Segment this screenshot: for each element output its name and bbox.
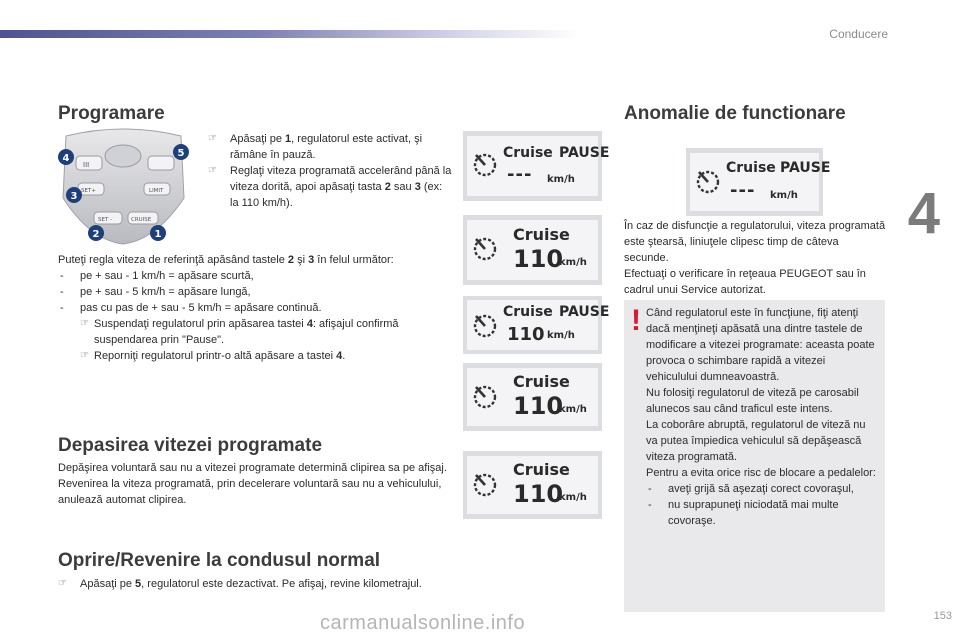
restart-instruction: ☞ Reporniţi regulatorul printr-o altă apăsare a tastei 4. xyxy=(80,348,450,364)
section-title: Conducere xyxy=(829,27,888,41)
steering-label-4: LIMIT xyxy=(149,188,164,194)
cruise-speedometer-icon xyxy=(694,166,722,194)
display-panel-4 xyxy=(463,363,602,431)
speed-unit: km/h xyxy=(559,257,587,268)
speed-value: --- xyxy=(507,164,533,185)
speed-unit: km/h xyxy=(559,404,587,415)
chapter-number: 4 xyxy=(907,181,940,246)
suspend-instruction: ☞ Suspendaţi regulatorul prin apăsarea tastei 4: afişajul confirmă suspendarea prin "Pause". xyxy=(80,316,450,348)
speed-value: 110 xyxy=(507,324,545,345)
adjust-continuous: - pas cu pas de + sau - 5 km/h = apăsare continuă. xyxy=(58,300,450,316)
adjust-long: - pe + sau - 5 km/h = apăsare lungă, xyxy=(58,284,450,300)
depasire-p2: Revenirea la viteza programată, prin decelerare voluntară sau nu a vehiculului, anulează automat clipirea. xyxy=(58,478,442,506)
cruise-speedometer-icon xyxy=(471,149,499,177)
anomalie-text xyxy=(624,218,886,298)
warning-dash-1: - aveţi grijă să aşezaţi corect covoraşul, xyxy=(646,481,876,497)
speed-value: 110 xyxy=(513,392,564,420)
steering-button-4: 4 xyxy=(62,153,70,164)
oprire-step: ☞ Apăsaţi pe 5, regulatorul este dezactivat. Pe afişaj, revine kilometrajul. xyxy=(58,576,450,592)
speed-unit: km/h xyxy=(559,492,587,503)
steering-button-2: 2 xyxy=(92,229,100,240)
step-2: ☞ Reglaţi viteza programată accelerând până la viteza dorită, apoi apăsaţi tasta 2 sau 3 (ex: la 110 km/h). xyxy=(208,163,453,211)
anomalie-p2: Efectuaţi o verificare în reţeaua PEUGEOT sau în cadrul unui Service autorizat. xyxy=(624,268,866,296)
warning-line-2: Nu folosiţi regulatorul de viteză pe carosabil alunecos sau când traficul este intens. xyxy=(646,387,859,415)
speed-unit: km/h xyxy=(547,174,575,185)
step-1: ☞ Apăsaţi pe 1, regulatorul este activat, şi rămâne în pauză. xyxy=(208,131,453,163)
cruise-word: Cruise xyxy=(503,145,553,161)
warning-box xyxy=(624,300,885,612)
pause-word: PAUSE xyxy=(780,160,831,176)
oprire-text xyxy=(58,576,450,592)
warning-line-4: Pentru a evita orice risc de blocare a pedalelor: xyxy=(646,467,876,479)
depasire-p1: Depăşirea voluntară sau nu a vitezei programate determină clipirea sa pe afişaj. xyxy=(58,462,447,474)
steering-button-3: 3 xyxy=(70,191,78,202)
cruise-word: Cruise xyxy=(513,225,570,244)
steering-button-1: 1 xyxy=(154,229,162,240)
cruise-word: Cruise xyxy=(503,304,553,320)
display-panel-5 xyxy=(463,451,602,519)
pause-word: PAUSE xyxy=(559,145,610,161)
depasire-text xyxy=(58,460,450,508)
heading-depasire: Depasirea vitezei programate xyxy=(58,435,323,456)
speed-unit: km/h xyxy=(547,330,575,341)
steering-label-0: III xyxy=(83,161,90,169)
programare-adjust-text xyxy=(58,252,450,364)
steering-label-2: SET - xyxy=(98,217,113,223)
display-panel-anomalie xyxy=(686,148,831,216)
cruise-speedometer-icon xyxy=(471,381,499,409)
pause-word: PAUSE xyxy=(559,304,610,320)
warning-line-3: La coborâre abruptă, regulatorul de viteză nu va putea împiedica vehiculul să depăşească viteza programată. xyxy=(646,419,866,463)
cruise-word: Cruise xyxy=(513,372,570,391)
speed-unit: km/h xyxy=(770,190,798,201)
page-number: 153 xyxy=(933,610,952,622)
steering-button-5: 5 xyxy=(177,148,185,159)
heading-programare: Programare xyxy=(58,103,165,124)
warning-icon: ! xyxy=(631,304,641,337)
speed-value: 110 xyxy=(513,245,564,273)
anomalie-p1: În caz de disfuncţie a regulatorului, viteza programată este ştearsă, liniuţele clipesc timp de câteva secunde. xyxy=(624,220,886,264)
warning-line-1: Când regulatorul este în funcţiune, fiţi atenţi dacă menţineţi apăsată una dintre tastele de modificare a vitezei programate: aceasta poate provoca o schimbare rapidă a vitezei vehiculului dumneavoastră. xyxy=(646,307,875,383)
display-panel-2 xyxy=(463,215,602,285)
heading-anomalie: Anomalie de functionare xyxy=(624,103,846,124)
display-panel-3 xyxy=(463,296,610,354)
steering-label-3: CRUISE xyxy=(131,217,152,223)
watermark: carmanualsonline.info xyxy=(320,612,526,634)
display-panel-1 xyxy=(463,131,610,201)
programare-steps xyxy=(208,131,453,211)
steering-wheel-icon xyxy=(56,128,191,246)
cruise-speedometer-icon xyxy=(471,469,499,497)
cruise-word: Cruise xyxy=(513,460,570,479)
adjust-intro: Puteţi regla viteza de referinţă apăsând tastele 2 şi 3 în felul următor: xyxy=(58,254,394,266)
speed-value: 110 xyxy=(513,480,564,508)
header-gradient-bar xyxy=(0,30,580,38)
speed-value: --- xyxy=(730,180,756,201)
cruise-speedometer-icon xyxy=(471,233,499,261)
heading-oprire: Oprire/Revenire la condusul normal xyxy=(58,550,381,571)
warning-dash-2: - nu suprapuneţi niciodată mai multe covoraşe. xyxy=(646,497,876,529)
cruise-word: Cruise xyxy=(726,160,776,176)
adjust-short: - pe + sau - 1 km/h = apăsare scurtă, xyxy=(58,268,450,284)
cruise-speedometer-icon xyxy=(471,310,499,338)
steering-label-1: SET+ xyxy=(81,188,96,194)
steering-wheel-controls-illustration xyxy=(56,128,191,246)
